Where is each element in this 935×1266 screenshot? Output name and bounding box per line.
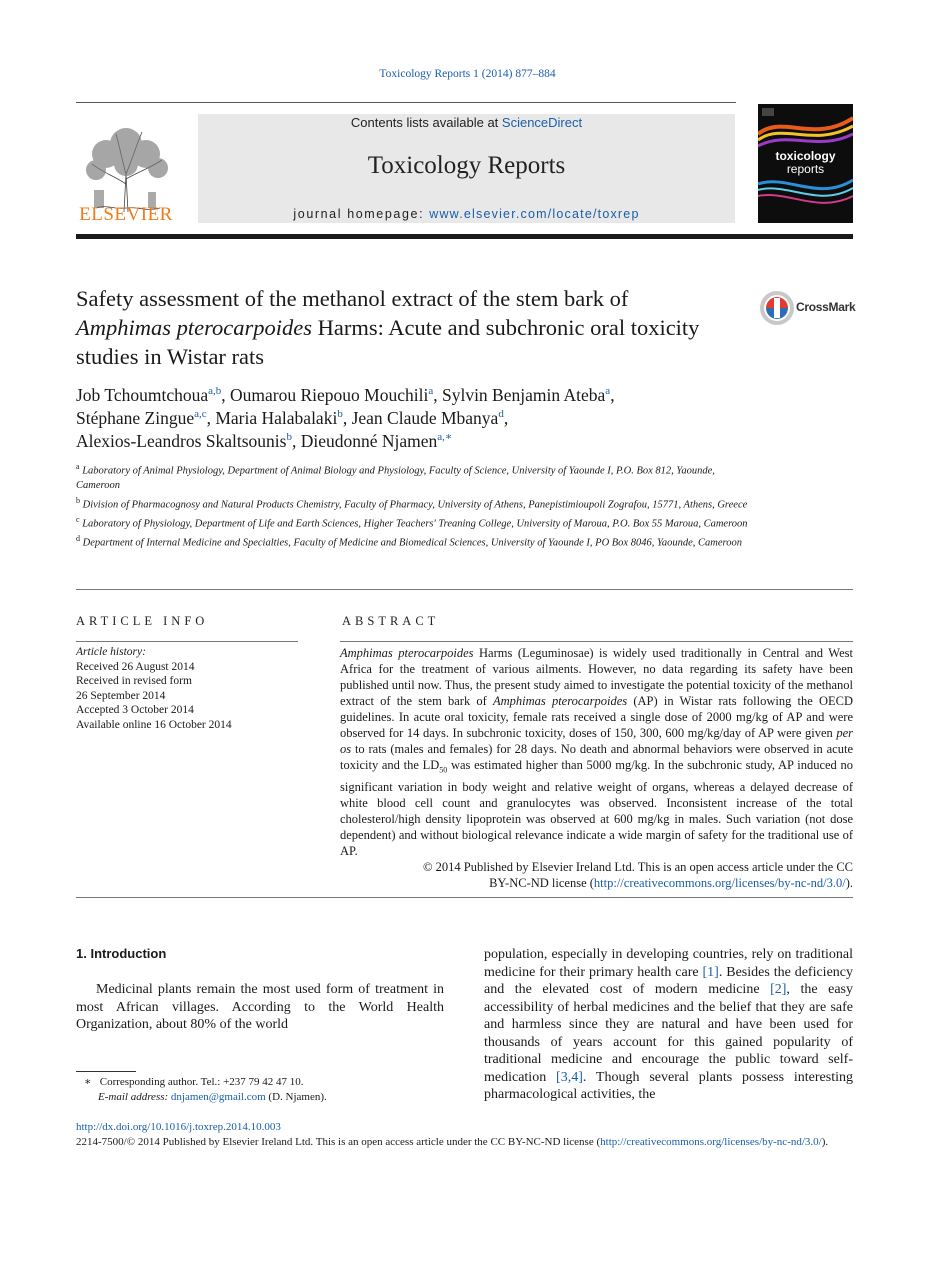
history-item: Received in revised form xyxy=(76,675,192,687)
sciencedirect-link[interactable]: ScienceDirect xyxy=(501,115,583,130)
footnotes xyxy=(84,1075,444,1104)
author[interactable]: Dieudonné Njamen xyxy=(300,431,438,451)
abstract-copyright: © 2014 Published by Elsevier Ireland Ltd. This is an open access article under the CC BY-NC-ND license (http://creativecommons.org/licenses/by-nc-nd/3.0/). xyxy=(423,859,853,890)
header-rule xyxy=(76,102,736,103)
section-rule xyxy=(76,589,853,590)
email-note: E-mail address: dnjamen@gmail.com (D. Njamen). xyxy=(98,1090,327,1103)
author[interactable]: Maria Halabalaki xyxy=(215,408,338,428)
author-affiliation-marker[interactable]: a xyxy=(428,385,434,398)
abstract-rule xyxy=(340,641,853,642)
doi-license-block: http://dx.doi.org/10.1016/j.toxrep.2014.10.003 2214-7500/© 2014 Published by Elsevier Ireland Ltd. This is an open access article under the CC BY-NC-ND license (http://creativecommons.org/licenses/by-nc-nd/3.0/). xyxy=(76,1121,829,1148)
footnote-rule xyxy=(76,1071,136,1072)
journal-header-box xyxy=(198,114,735,223)
article-info-rule xyxy=(76,641,298,642)
author-affiliation-marker[interactable]: b xyxy=(337,408,343,421)
author[interactable]: Alexios-Leandros Skaltsounis xyxy=(76,431,287,451)
abstract-heading: ABSTRACT xyxy=(342,614,440,628)
email-link[interactable]: dnjamen@gmail.com xyxy=(170,1090,266,1103)
license-link[interactable]: http://creativecommons.org/licenses/by-nc-nd/3.0/ xyxy=(593,875,846,890)
history-item: Received 26 August 2014 xyxy=(76,660,195,673)
intro-left-column: Medicinal plants remain the most used form of treatment in most African villages. According to the World Health Organization, about 80% of the world xyxy=(76,982,444,1032)
corresponding-author-note: ∗ Corresponding author. Tel.: +237 79 42 47 10. xyxy=(84,1076,304,1088)
contents-line: Contents lists available at ScienceDirect xyxy=(350,115,583,130)
author-affiliation-marker[interactable]: a,b xyxy=(208,385,222,398)
history-item: 26 September 2014 xyxy=(76,689,166,702)
author-list: Job Tchoumtchoua$^{a,b}$, Oumarou Riepouo Mouchili$^a$, Sylvin Benjamin Ateba$^a$, Stéphane Zingue$^{a,c}$, Maria Halabalaki$^b$, Jean Claude Mbanya$^d$, Alexios-Leandros Skaltsounis$^b$, Dieudonné Njamen$^{a,∗}$ xyxy=(76,385,615,451)
affiliation: $^d$ Department of Internal Medicine and Specialties, Faculty of Medicine and Biomedical Sciences, University of Yaounde I, PO Box 8046, Yaounde, Cameroon xyxy=(76,533,742,548)
history-item: Accepted 3 October 2014 xyxy=(76,704,194,716)
bottom-license-link[interactable]: http://creativecommons.org/licenses/by-nc-nd/3.0/ xyxy=(600,1135,822,1148)
journal-cover-image[interactable] xyxy=(758,104,853,223)
author-affiliation-marker[interactable]: a,c xyxy=(194,408,207,421)
citation-link[interactable]: [3,4] xyxy=(556,1069,583,1085)
author-affiliation-marker[interactable]: b xyxy=(286,431,292,444)
intro-right-column: population, especially in developing countries, rely on traditional medicine for their primary health care [1]. Besides the deficiency and the elevated cost of modern medicine [2], the easy accessibility of herbal medicines and the belief that they are safe and harmless since they are natural and have been used for thousands of years account for this gained popularity of traditional medicine and encourage the public toward self-medication [3,4]. Though several plants possess interesting pharmacological activities, the xyxy=(484,947,853,1102)
journal-name: Toxicology Reports xyxy=(367,152,566,179)
affiliation: $^c$ Laboratory of Physiology, Department of Life and Earth Sciences, Higher Teachers' Treaning College, University of Maroua, P.O. Box 55 Maroua, Cameroon xyxy=(76,514,748,529)
author[interactable]: Stéphane Zingue xyxy=(76,408,195,428)
affiliation: $^b$ Division of Pharmacognosy and Natural Products Chemistry, Faculty of Pharmacy, University of Athens, Panepistimioupoli Zografou, 15771, Athens, Greece xyxy=(76,495,748,510)
citation-link[interactable]: [1] xyxy=(702,964,719,980)
crossmark-icon xyxy=(758,289,796,327)
crossmark-label[interactable]: CrossMark xyxy=(796,300,856,314)
affiliations xyxy=(76,460,756,551)
doi-link[interactable]: http://dx.doi.org/10.1016/j.toxrep.2014.10.003 xyxy=(76,1121,281,1133)
cover-title: toxicology xyxy=(775,149,836,163)
history-item: Available online 16 October 2014 xyxy=(76,718,232,731)
article-title: Safety assessment of the methanol extract of the stem bark of Amphimas pterocarpoides Harms: Acute and subchronic oral toxicity studies in Wistar rats xyxy=(76,286,700,369)
abstract-bottom-rule xyxy=(76,897,853,898)
citation-link[interactable]: [2] xyxy=(770,982,787,997)
cover-subtitle: reports xyxy=(786,162,825,176)
introduction-heading: 1. Introduction xyxy=(76,946,167,961)
author[interactable]: Job Tchoumtchoua xyxy=(76,385,209,405)
article-info-heading: ARTICLE INFO xyxy=(76,614,209,628)
journal-reference[interactable]: Toxicology Reports 1 (2014) 877–884 xyxy=(379,68,556,80)
homepage-link[interactable]: www.elsevier.com/locate/toxrep xyxy=(429,207,640,221)
affiliation: $^a$ Laboratory of Animal Physiology, Department of Animal Biology and Physiology, Faculty of Science, University of Yaounde I, P.O. Box 812, Yaounde, Cameroon xyxy=(76,462,715,491)
abstract-text: Amphimas pterocarpoides Harms (Leguminosae) is widely used traditionally in Central and West Africa for the treatment of various ailments. However, no data regarding its safety have been published until now. Thus, the present study aimed to investigate the potential toxicity of the methanol extract of the stem bark of Amphimas pterocarpoides (AP) in Wistar rats following the OECD guidelines. In acute oral toxicity, female rats received a single dose of 2000 mg/kg of AP and were observed for 14 days. In subchronic toxicity, doses of 150, 300, 600 mg/kg/day of AP were given per os to rats (males and females) for 28 days. No death and abnormal behaviors were observed in acute toxicity and the $LD_{50}$ was estimated higher than 5000 mg/kg. In the subchronic study, AP induced no significant variation in body weight and relative weight of organs, whereas a delayed decrease of white blood cell count and granulocytes was observed. Inconsistent increase of the total cholesterol/high density lipoprotein was observed at 600 mg/kg in males. Such variation (not dose dependent) and without biological relevance indicate a wide margin of safety for the traditional use of AP. © 2014 Published by Elsevier Ireland Ltd. This is an open access article under the CC BY-NC-ND license (http://creativecommons.org/licenses/by-nc-nd/3.0/). xyxy=(340,646,854,890)
header-thick-rule xyxy=(76,234,853,239)
journal-homepage: journal homepage: www.elsevier.com/locate/toxrep xyxy=(293,207,640,221)
article-history xyxy=(76,645,296,732)
author[interactable]: Sylvin Benjamin Ateba xyxy=(441,385,606,405)
author-affiliation-marker[interactable]: a,∗ xyxy=(437,431,453,444)
author-affiliation-marker[interactable]: a xyxy=(605,385,611,398)
history-label: Article history: xyxy=(76,646,146,658)
elsevier-wordmark: ELSEVIER xyxy=(79,204,173,225)
author-affiliation-marker[interactable]: d xyxy=(498,408,504,421)
author[interactable]: Oumarou Riepouo Mouchili xyxy=(230,385,429,405)
author[interactable]: Jean Claude Mbanya xyxy=(351,408,499,428)
